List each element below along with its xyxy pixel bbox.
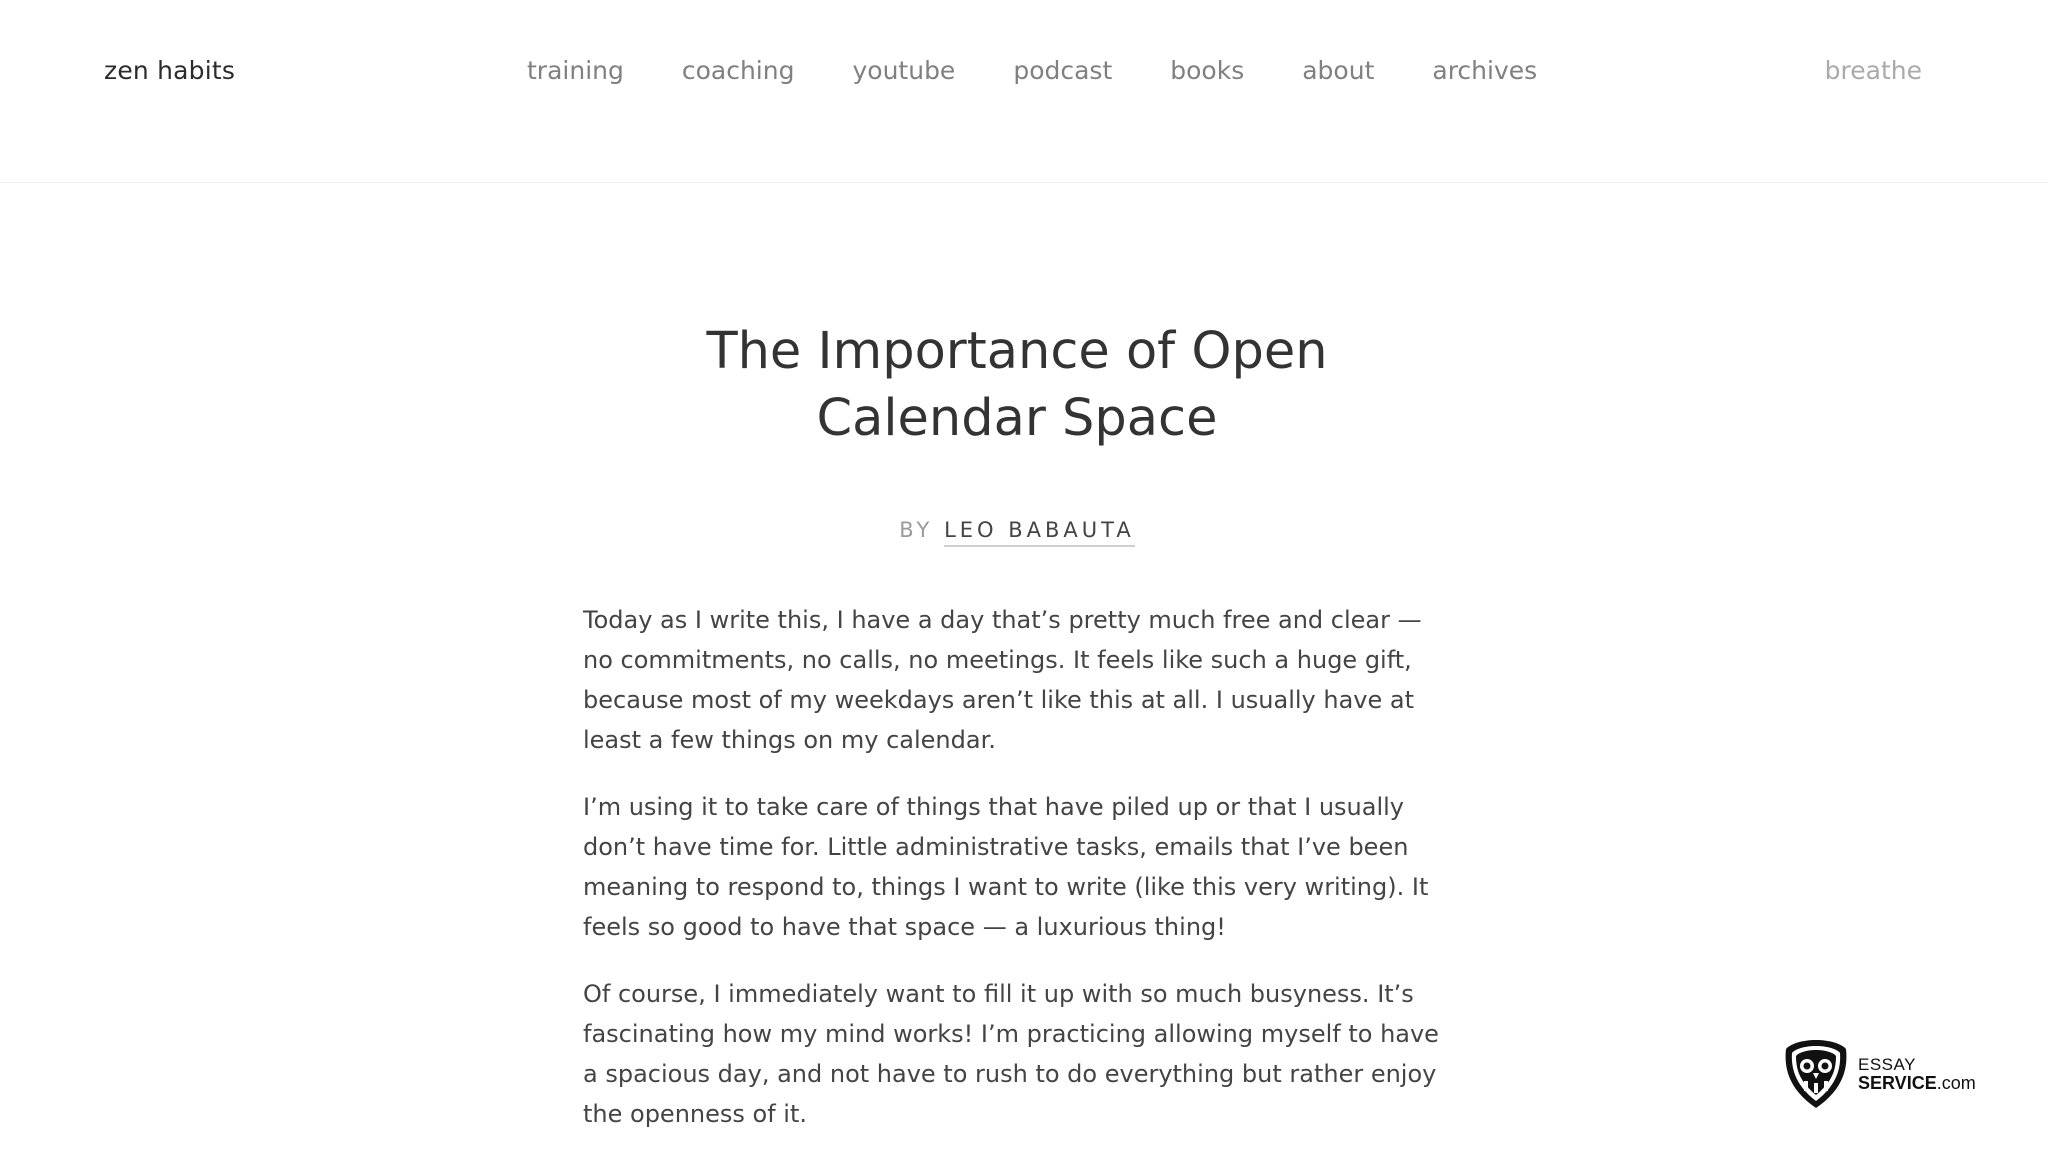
article-body — [583, 600, 1451, 1134]
article — [583, 318, 1451, 1152]
nav-coaching[interactable]: coaching — [681, 56, 795, 85]
watermark-line1: ESSAY — [1858, 1055, 1916, 1074]
nav-training[interactable]: training — [527, 56, 624, 85]
site-logo-link[interactable]: zen habits — [104, 56, 236, 85]
main-nav — [527, 56, 1537, 85]
paragraph-2: I’m using it to take care of things that have piled up or that I usually don’t have time for. Little administrative tasks, emails that I’ve been meaning to respond to, things I want to write (like this very writing). It feels so good to have that space — a luxurious thing! — [583, 793, 1429, 941]
watermark-suffix: .com — [1936, 1073, 1976, 1093]
author-link[interactable]: LEO BABAUTA — [944, 518, 1135, 547]
paragraph-1: Today as I write this, I have a day that’s pretty much free and clear — no commitments, no calls, no meetings. It feels like such a huge gift, because most of my weekdays aren’t like this at all. I usually have at least a few things on my calendar. — [583, 606, 1422, 754]
watermark-service: SERVICE — [1858, 1073, 1937, 1093]
byline — [583, 518, 1451, 542]
watermark-line2 — [1858, 1074, 1976, 1092]
nav-books[interactable]: books — [1170, 56, 1245, 85]
breathe-link[interactable]: breathe — [1824, 56, 1922, 85]
site-header — [0, 0, 2048, 183]
paragraph-3: Of course, I immediately want to fill it up with so much busyness. It’s fascinating how my mind works! I’m practicing allowing myself to have a spacious day, and not have to rush to do everything but rather enjoy the openness of it. — [583, 980, 1439, 1128]
nav-podcast[interactable]: podcast — [1013, 56, 1113, 85]
byline-prefix: BY — [899, 518, 934, 542]
nav-archives[interactable]: archives — [1432, 56, 1538, 85]
nav-about[interactable]: about — [1302, 56, 1375, 85]
article-title: The Importance of Open Calendar Space — [706, 322, 1328, 448]
owl-shield-icon — [1780, 1037, 1852, 1111]
essay-service-watermark — [1780, 1036, 2000, 1112]
watermark-text — [1858, 1056, 1976, 1092]
nav-youtube[interactable]: youtube — [852, 56, 956, 85]
